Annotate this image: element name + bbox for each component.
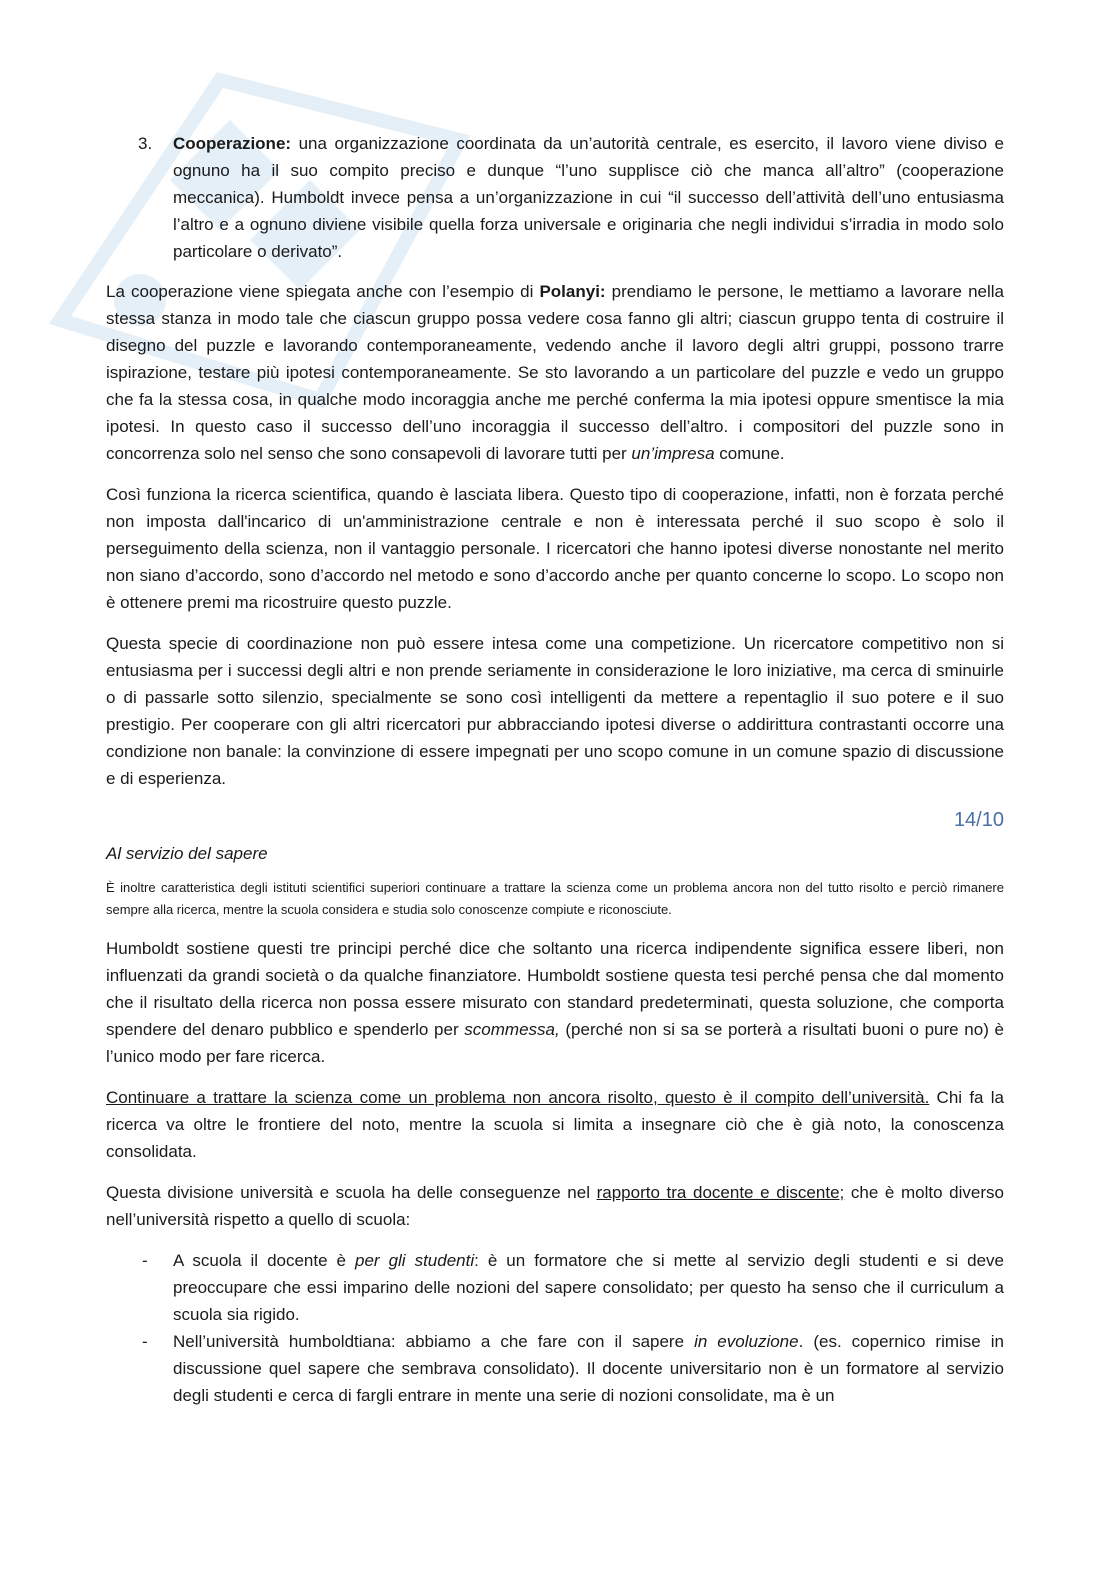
bullet-dash: - bbox=[142, 1332, 148, 1351]
term-definition: una organizzazione coordinata da un’autorità centrale, es esercito, il lavoro viene diviso e ognuno ha il suo compito preciso e dunque “l’uno supplisce ciò che manca all’altro” (cooperazione meccanica). Humboldt invece pensa a un’organizzazione in cui “il successo dell’attività dell’uno entusiasma l’altro e a ognuno diviene visibile quella forza universale e originaria che negli individui s’irradia in modo solo particolare o derivato”. bbox=[173, 134, 1004, 261]
paragraph-competizione: Questa specie di coordinazione non può essere intesa come una competizione. Un ricercatore competitivo non si entusiasma per i successi degli altri e non prende seriamente in considerazione le loro iniziative, ma cerca di sminuirle o di passarle sotto silenzio, specialmente se sono così intelligenti da mettere a repentaglio il suo potere e il suo prestigio. Per cooperare con gli altri ricercatori pur abbracciando ipotesi diverse o addirittura contrastanti occorre una condizione non banale: la convinzione di essere impegnati per uno scopo comune in un comune spazio di discussione e di esperienza. bbox=[106, 634, 1004, 788]
list-item-body: A scuola il docente è per gli studenti: è un formatore che si mette al servizio degli studenti e si deve preoccupare che essi imparino delle nozioni del sapere consolidato; per questo ha senso che il curriculum a scuola sia rigido. bbox=[173, 1251, 1004, 1324]
bullet-dash: - bbox=[142, 1251, 148, 1270]
term-label: Cooperazione: bbox=[173, 134, 292, 153]
list-item bbox=[106, 1247, 1004, 1328]
lecture-date: 14/10 bbox=[953, 809, 1004, 831]
section-title: Al servizio del sapere bbox=[106, 844, 268, 863]
list-item-body bbox=[173, 130, 1004, 265]
polanyi-name: Polanyi: bbox=[539, 282, 606, 301]
quote-paragraph: È inoltre caratteristica degli istituti scientifici superiori continuare a trattare la scienza come un problema ancora non del tutto risolto e perciò rimanere sempre alla ricerca, mentre la scuola considera e studia solo conoscenze compiute e riconosciute. bbox=[106, 880, 1004, 917]
paragraph-humboldt: Humboldt sostiene questi tre principi perché dice che soltanto una ricerca indipendente significa essere liberi, non influenzati da grandi società o da qualche finanziatore. Humboldt sostiene questa tesi perché pensa che dal momento che il risultato della ricerca non possa essere misurato con standard predeterminati, questa soluzione, che comporta spendere del denaro pubblico e spenderlo per scommessa, (perché non si sa se porterà a risultati buoni o pure no) è l’unico modo per fare ricerca. bbox=[106, 939, 1005, 1066]
list-number: 3. bbox=[138, 134, 153, 153]
list-item bbox=[106, 1328, 1004, 1409]
paragraph-polanyi: La cooperazione viene spiegata anche con l’esempio di Polanyi: prendiamo le persone, le mettiamo a lavorare nella stessa stanza in modo tale che ciascun gruppo possa vedere cosa fanno gli altri; ciascun gruppo tenta di costruire il disegno del puzzle e lavorando contemporaneamente, vedendo anche il lavoro degli altri gruppi, possono trarre ispirazione, testare più ipotesi contemporaneamente. Se sto lavorando a un particolare del puzzle e vedo un gruppo che fa la stessa cosa, in qualche modo incoraggia anche me perché conferma la mia ipotesi oppure smentisce la mia ipotesi. In questo caso il successo dell’uno incoraggia il successo dell’altro. i compositori del puzzle sono in concorrenza solo nel senso che sono consapevoli di lavorare tutti per un’impresa comune. bbox=[106, 282, 1005, 463]
paragraph-continuare: Continuare a trattare la scienza come un problema non ancora risolto, questo è il compito dell’università. Chi fa la ricerca va oltre le frontiere del noto, mentre la scuola si limita a insegnare ciò che è già noto, la conoscenza consolidata. bbox=[106, 1088, 1004, 1161]
paragraph-divisione: Questa divisione università e scuola ha delle conseguenze nel rapporto tra docente e discente; che è molto diverso nell’università rispetto a quello di scuola: bbox=[106, 1183, 1004, 1229]
numbered-item-3 bbox=[106, 130, 1004, 265]
paragraph-ricerca: Così funziona la ricerca scientifica, quando è lasciata libera. Questo tipo di cooperazione, infatti, non è forzata perché non imposta dall'incarico di un'amministrazione centrale e non è interessata perché il suo scopo è solo il perseguimento della scienza, non il vantaggio personale. I ricercatori che hanno ipotesi diverse nonostante nel merito non siano d’accordo, sono d’accordo nel metodo e sono d’accordo anche per quanto concerne lo scopo. Lo scopo non è ottenere premi ma ricostruire questo puzzle. bbox=[106, 485, 1004, 612]
document-page bbox=[106, 130, 1004, 1409]
list-item-body: Nell’università humboldtiana: abbiamo a che fare con il sapere in evoluzione. (es. copernico rimise in discussione quel sapere che sembrava consolidato). Il docente universitario non è un formatore al servizio degli studenti e cerca di fargli entrare in mente una serie di nozioni consolidate, ma è un bbox=[173, 1332, 1004, 1405]
